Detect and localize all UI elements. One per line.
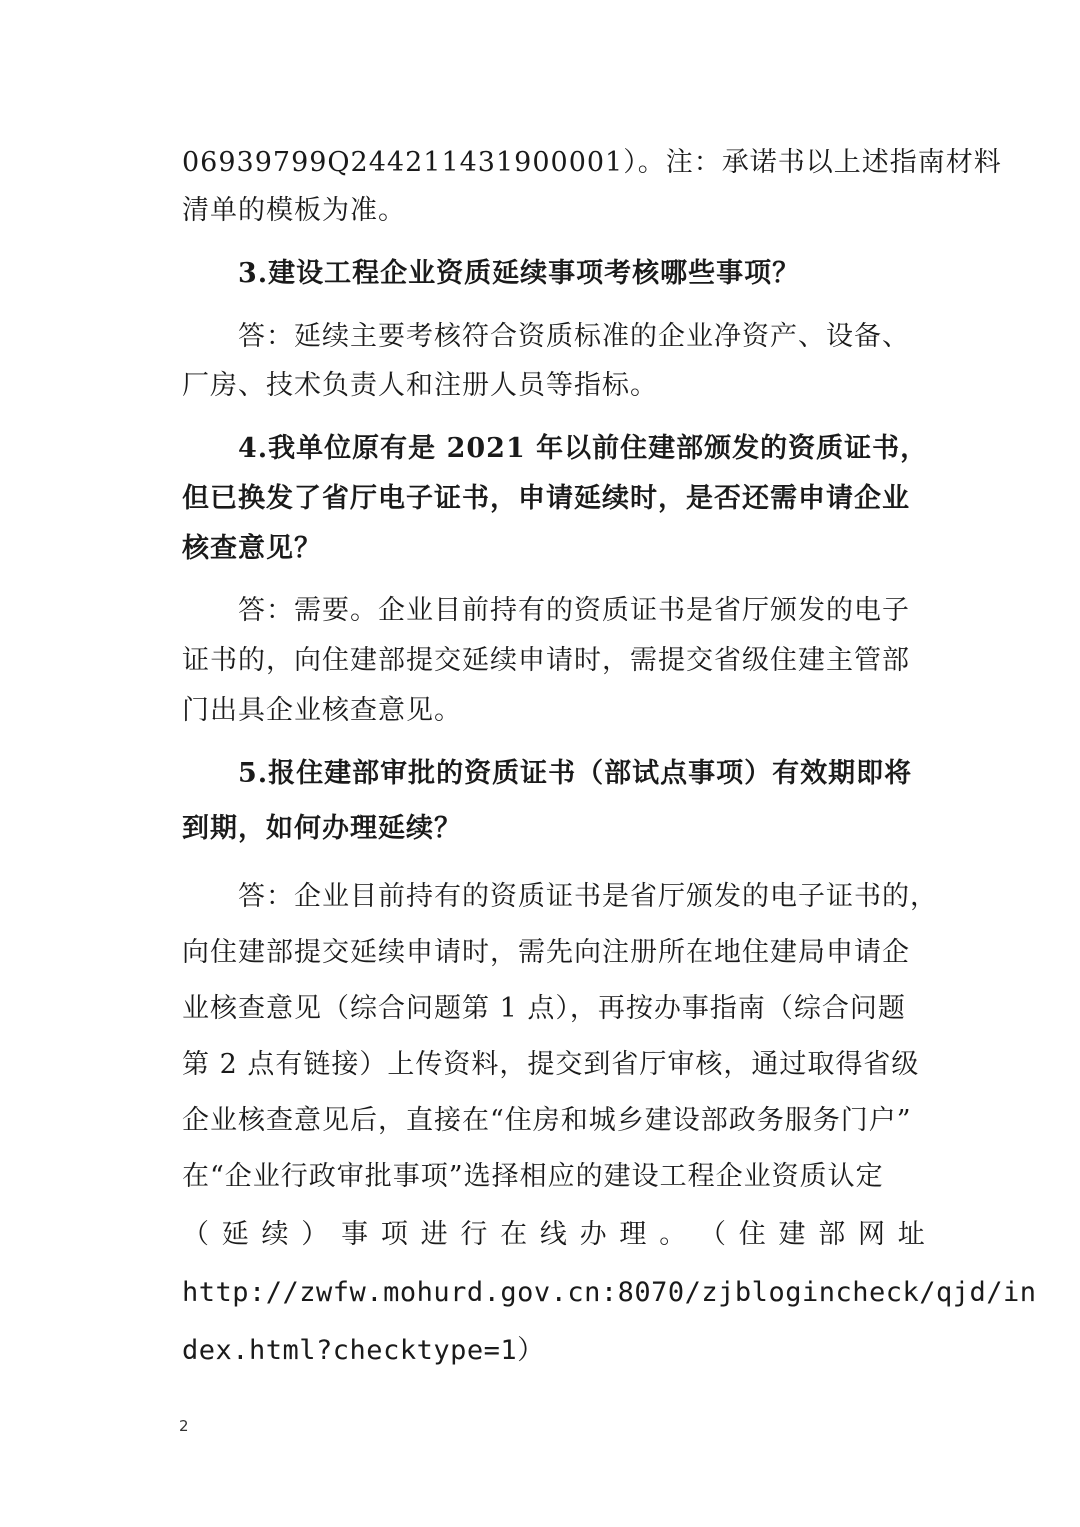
spread-char: 行: [460, 1219, 489, 1250]
answer-4-line-2: 证书的，向住建部提交延续申请时，需提交省级住建主管部: [182, 645, 910, 676]
spread-char: 理: [619, 1219, 648, 1250]
spread-char: 址: [897, 1219, 926, 1250]
answer-5-line-7: [182, 1218, 926, 1252]
question-5-line-2: 到期，如何办理延续？: [182, 813, 462, 844]
question-4-line-2: 但已换发了省厅电子证书，申请延续时，是否还需申请企业: [182, 483, 910, 514]
intro-line-1: 06939799Q244211431900001）。注：承诺书以上述指南材料: [182, 147, 1002, 178]
spread-char: 住: [738, 1219, 767, 1250]
answer-3-line-2: 厂房、技术负责人和注册人员等指标。: [182, 370, 658, 401]
answer-4-line-3: 门出具企业核查意见。: [182, 695, 462, 726]
answer-4-line-1: 答：需要。企业目前持有的资质证书是省厅颁发的电子: [238, 595, 910, 626]
answer-5-line-3: 业核查意见（综合问题第 1 点），再按办事指南（综合问题: [182, 993, 906, 1024]
answer-5-line-4: 第 2 点有链接）上传资料，提交到省厅审核，通过取得省级: [182, 1049, 920, 1080]
question-4-line-1: 4.我单位原有是 2021 年以前住建部颁发的资质证书，: [238, 433, 929, 464]
question-4-line-3: 核查意见？: [182, 533, 322, 564]
question-5-line-1: 5.报住建部审批的资质证书（部试点事项）有效期即将: [238, 758, 913, 789]
spread-char: 办: [579, 1219, 608, 1250]
spread-char: 网: [858, 1219, 887, 1250]
spread-char: 部: [818, 1219, 847, 1250]
answer-5-line-6: 在“企业行政审批事项”选择相应的建设工程企业资质认定: [182, 1161, 884, 1192]
question-3: 3.建设工程企业资质延续事项考核哪些事项？: [238, 258, 801, 289]
url-line-1: http://zwfw.mohurd.gov.cn:8070/zjblogincheck/qjd/in: [182, 1277, 1037, 1308]
spread-char: 进: [420, 1219, 449, 1250]
spread-char: （: [698, 1219, 727, 1250]
spread-char: 延: [221, 1219, 250, 1250]
intro-line-2: 清单的模板为准。: [182, 195, 406, 226]
spread-char: 项: [380, 1219, 409, 1250]
answer-5-line-2: 向住建部提交延续申请时，需先向注册所在地住建局申请企: [182, 937, 910, 968]
page-number: 2: [179, 1417, 189, 1435]
url-line-2: dex.html?checktype=1）: [182, 1335, 545, 1366]
spread-char: 事: [341, 1219, 370, 1250]
spread-char: 。: [659, 1219, 688, 1250]
spread-char: 续: [261, 1219, 290, 1250]
spread-char: （: [182, 1219, 210, 1250]
spread-char: 线: [539, 1219, 568, 1250]
answer-5-line-5: 企业核查意见后，直接在“住房和城乡建设部政务服务门户”: [182, 1105, 912, 1136]
spread-char: 建: [778, 1219, 807, 1250]
spread-char: 在: [500, 1219, 529, 1250]
spread-char: ）: [301, 1219, 330, 1250]
answer-5-line-1: 答：企业目前持有的资质证书是省厅颁发的电子证书的，: [238, 881, 938, 912]
answer-3-line-1: 答：延续主要考核符合资质标准的企业净资产、设备、: [238, 321, 910, 352]
